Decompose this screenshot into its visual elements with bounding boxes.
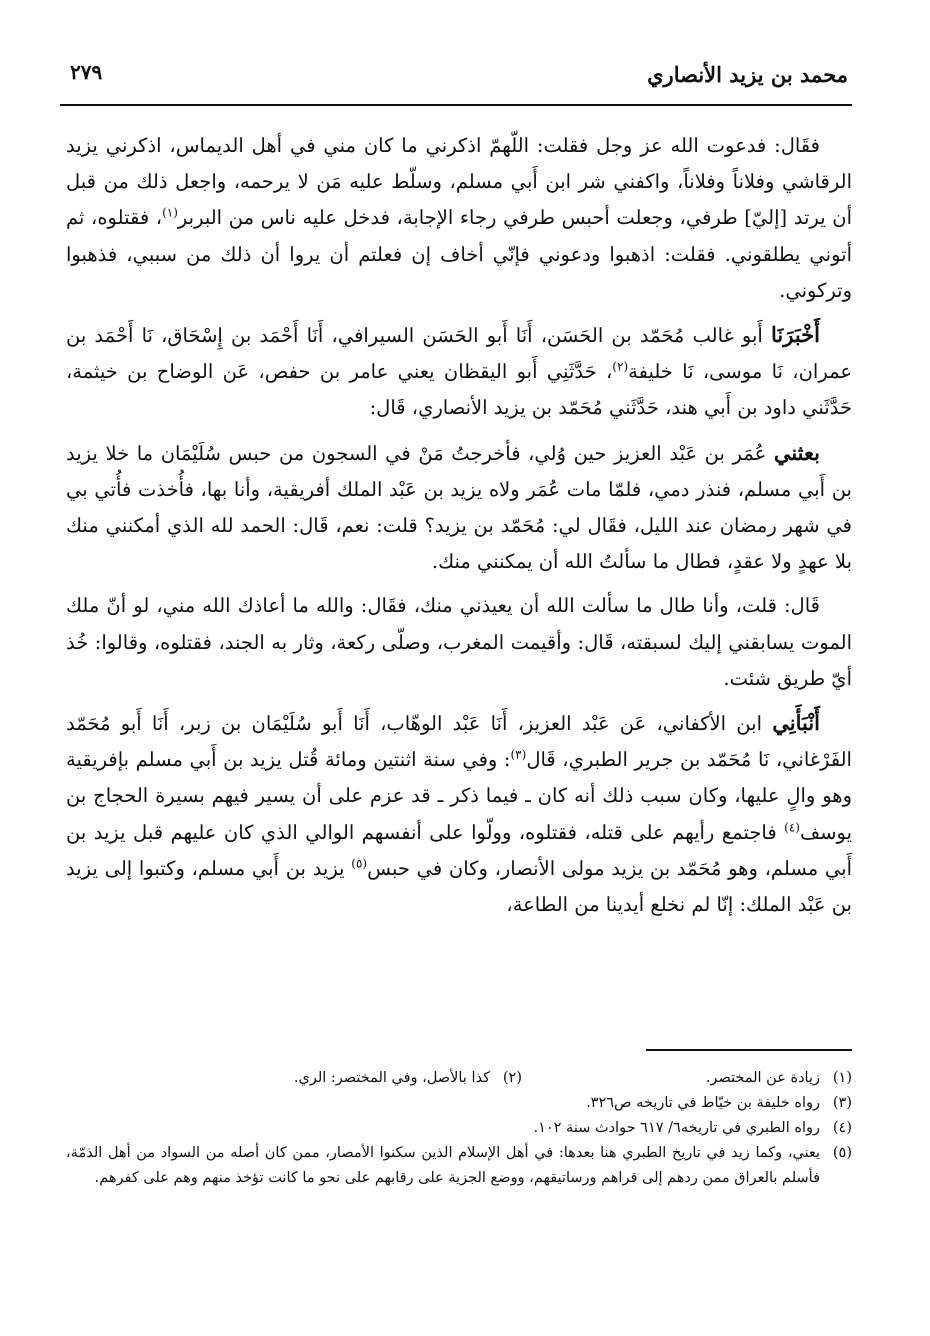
paragraph-text: أَبو غالب مُحَمّد بن الحَسَن، أَنَا أَبو الحَسَن السيرافي، أَنَا أَحْمَد بن إِسْحَاق، نَا أَحْمَد بن عمران، نَا موسى، نَا خليفة [66,324,852,384]
footnote-rule [646,1049,852,1051]
footnote-ref: (٣) [510,747,527,762]
footnote-1 [522,1066,852,1091]
page-number: ٢٧٩ [70,60,103,84]
header-rule [60,104,852,106]
footnote-5 [66,1141,852,1191]
footnote-text: يعني، وكما زيد في تاريخ الطبري هنا بعدها: في أهل الإسلام الذين سكنوا الأمصار، ممن كان أصله من السواد من أهل الذمّة، فأسلم بالعراق ممن ردهم إلى قراهم ورساتيقهم، ووضع الجزية على رقابهم على نحو ما كانت تؤخذ منهم وهم على كفرهم. [66,1145,820,1186]
paragraph-5 [66,705,852,923]
footnote-number: (٣) [832,1095,852,1111]
footnote-ref: (٢) [612,359,629,374]
footnote-ref: (٤) [784,820,800,835]
paragraph-lead: بعثني [773,439,820,465]
paragraph-text: فقَال: فدعوت الله عز وجل فقلت: اللّهمّ اذكرني ما كان مني في أهل الديماس، اذكرني يزيد الرقاشي وفلاناً وفلاناً، واكفني شر ابن أَبي مسلم، وسلّط عليه مَن لا يرحمه، واجعل ذلك من قبل أن يرتد [إليّ] طرفي، وجعلت أحبس طرفي رجاء الإجابة، فدخل عليه ناس من البربر [66,134,852,230]
main-text [66,128,852,931]
footnote-4 [66,1116,852,1141]
footnote-2 [294,1066,522,1091]
running-title: محمد بن يزيد الأنصاري [647,62,848,87]
footnote-text: كذا بالأصل، وفي المختصر: الري. [293,1070,490,1086]
footnotes [66,1066,852,1191]
paragraph-text: ، فقتلوه، ثم أتوني يطلقوني. فقلت: اذهبوا ودعوني فإنّي أخاف إن فعلتم أن يروا أن ذلك من سببي، فذهبوا وتركوني. [66,206,852,302]
footnote-pair [66,1066,852,1091]
footnote-number: (٤) [832,1120,852,1136]
paragraph-3 [66,435,852,581]
paragraph-4 [66,588,852,697]
paragraph-text: ابن الأكفاني، عَن عَبْد العزيز، أَنَا عَبْد الوهّاب، أَنَا أَبو سُلَيْمَان بن زبر، أَنَا أَبو مُحَمّد الفَرْغاني، نَا مُحَمّد بن جرير الطبري، قَال [66,712,852,772]
footnote-ref: (٥) [351,856,368,871]
paragraph-text: فاجتمع رأيهم على قتله، فقتلوه، وولّوا على أنفسهم الوالي الذي كان عليهم قبل يزيد بن أَبي مسلم، وهو مُحَمّد بن يزيد مولى الأنصار، وكان في حبس [66,820,852,880]
paragraph-lead: أَخْبَرَنَا [771,322,820,348]
paragraph-2 [66,317,852,427]
footnote-3 [66,1091,852,1116]
paragraph-text: قَال: قلت، وأنا طال ما سألت الله أن يعيذني منك، فقَال: والله ما أعاذك الله مني، لو أنّ ملك الموت يسابقني إليك لسبقته، قَال: وأقيمت المغرب، وصلّى ركعة، وثار به الجند، فقتلوه، وقالوا: خُذ أيّ طريق شئت. [66,594,852,690]
paragraph-1 [66,128,852,309]
footnote-text: رواه الطبري في تاريخه٦/ ٦١٧ حوادث سنة ١٠٢. [533,1120,820,1136]
paragraph-text: يزيد بن أَبي مسلم، وكتبوا إلى يزيد بن عَبْد الملك: إنّا لم نخلع أيدينا من الطاعة، [66,856,852,917]
footnote-text: رواه خليفة بن خيّاط في تاريخه ص٣٢٦. [586,1095,820,1111]
paragraph-text: ، حَدَّثَنِي أَبو اليقظان يعني عامر بن حفص، عَن الوضاح بن خيثمة، حَدَّثَني داود بن أَبي هند، حَدَّثَني مُحَمّد بن يزيد الأنصاري، قَال: [66,360,852,420]
paragraph-text: عُمَر بن عَبْد العزيز حين وُلي، فأخرجتُ مَنْ في السجون من حبس سُلَيْمَان ما خلا يزيد بن أَبي مسلم، فنذر دمي، فلمّا مات عُمَر ولاه يزيد بن عَبْد الملك أفريقية، وأنا بها، فأُخذت فأُتي بي في شهر رمضان عند الليل، فقَال لي: مُحَمّد بن يزيد؟ قلت: نعم، قَال: الحمد لله الذي أمكنني منك بلا عهدٍ ولا عقدٍ، فطال ما سألتُ الله أن يمكنني منك. [66,441,852,574]
footnote-ref: (١) [162,205,178,220]
paragraph-lead: أَنْبَأَنِي [772,710,820,736]
footnote-number: (٥) [832,1145,852,1161]
footnote-number: (١) [832,1070,852,1086]
footnote-number: (٢) [502,1070,522,1086]
paragraph-text: : وفي سنة اثنتين ومائة قُتل يزيد بن أَبي مسلم بإفريقية وهو والٍ عليها، وكان سبب ذلك أنه كان ـ فيما ذكر ـ قد عزم على أن يسير فيهم بسيرة الحجاج بن يوسف [66,748,852,844]
footnote-text: زيادة عن المختصر. [705,1070,820,1086]
